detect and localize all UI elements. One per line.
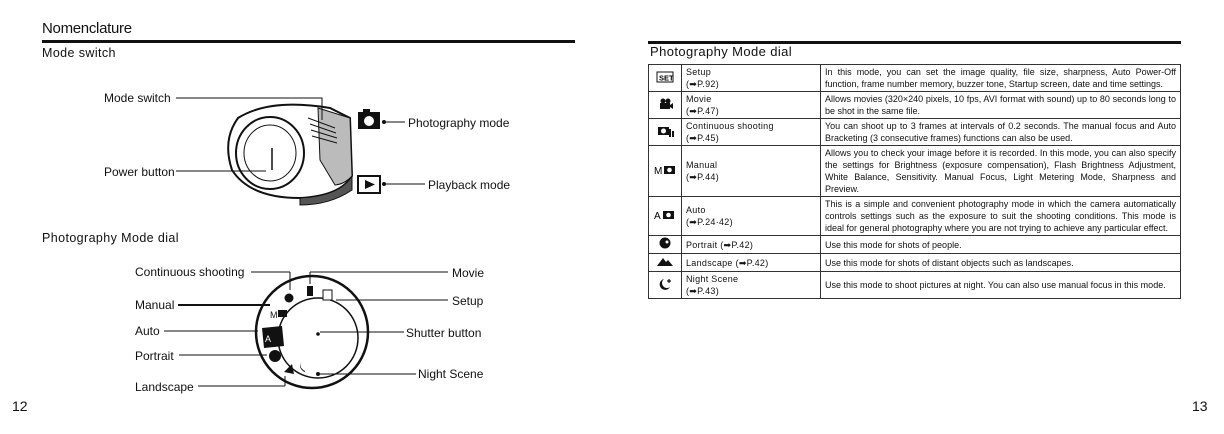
portrait-icon (649, 236, 682, 254)
page-number-left: 12 (12, 398, 28, 414)
label-manual: Manual (135, 298, 175, 312)
label-playback-mode: Playback mode (428, 178, 511, 192)
label-power-button: Power button (104, 165, 175, 179)
label-setup: Setup (452, 294, 484, 308)
mode-page-ref: (➡P.45) (686, 133, 719, 143)
mode-page-ref: (➡P.47) (686, 106, 719, 116)
mode-name: Setup (686, 67, 712, 77)
mode-page-ref: (➡P.92) (686, 79, 719, 89)
label-night-scene: Night Scene (418, 367, 484, 381)
mode-name: Continuous shooting (686, 121, 774, 131)
mode-name: Movie (686, 94, 712, 104)
mode-name-cell (682, 197, 821, 236)
mode-table (648, 64, 1181, 299)
page-title: Nomenclature (42, 20, 132, 37)
mode-name: Night Scene (686, 274, 739, 284)
label-portrait: Portrait (135, 349, 174, 363)
mode-page-ref: (➡P.43) (686, 286, 719, 296)
svg-text:SET: SET (659, 73, 674, 82)
mode-name: Landscape (➡P.42) (686, 257, 769, 268)
label-shutter-button: Shutter button (406, 326, 482, 340)
mode-name: Auto (686, 205, 706, 215)
mode-name-cell (682, 92, 821, 119)
svg-text:M: M (654, 165, 663, 176)
mode-name-cell (682, 272, 821, 299)
mode-name-cell (682, 236, 821, 254)
mode-page-ref: (➡P.24·42) (686, 217, 733, 227)
mode-description: Allows you to check your image before it is recorded. In this mode, you can also specify the settings for Brightness (exposure compensation), Flash Brightness Adjustment, White Balance, Sensitivity. Manual Focus, Light Metering Mode, Sharpness and Preview. (821, 146, 1181, 197)
label-continuous-shooting: Continuous shooting (135, 265, 245, 279)
landscape-icon (649, 254, 682, 272)
mode-description: Use this mode for shots of distant objects such as landscapes. (821, 254, 1181, 272)
mode-page-ref: (➡P.44) (686, 172, 719, 182)
mode-name-cell (682, 146, 821, 197)
mode-name: Manual (686, 160, 718, 170)
mode-description: Allows movies (320×240 pixels, 10 fps, AVI format with sound) up to 80 seconds long to be shot in the same file. (821, 92, 1181, 119)
table-row (649, 119, 1181, 146)
mode-description: In this mode, you can set the image quality, file size, sharpness, Auto Power-Off function, frame number memory, buzzer tone, Startup screen, date and time settings. (821, 65, 1181, 92)
table-row (649, 92, 1181, 119)
label-mode-switch: Mode switch (104, 91, 171, 105)
label-auto: Auto (135, 324, 160, 338)
table-row (649, 197, 1181, 236)
table-row (649, 236, 1181, 254)
mode-description: Use this mode to shoot pictures at night. You can also use manual focus in this mode. (821, 272, 1181, 299)
label-movie: Movie (452, 266, 485, 280)
movie-icon (649, 92, 682, 119)
right-page-title: Photography Mode dial (650, 44, 793, 59)
continuous-icon (649, 119, 682, 146)
svg-text:M: M (270, 310, 278, 320)
manual-icon (649, 146, 682, 197)
section-mode-dial: Photography Mode dial (42, 231, 179, 245)
mode-dial-figure (0, 0, 600, 434)
svg-text:A: A (654, 210, 661, 221)
label-landscape: Landscape (135, 380, 194, 394)
table-row (649, 254, 1181, 272)
auto-icon (649, 197, 682, 236)
table-row (649, 272, 1181, 299)
night-scene-icon (649, 272, 682, 299)
section-mode-switch: Mode switch (42, 46, 116, 60)
mode-name-cell (682, 119, 821, 146)
svg-text:A: A (265, 334, 272, 344)
mode-description: Use this mode for shots of people. (821, 236, 1181, 254)
mode-name-cell (682, 254, 821, 272)
table-row (649, 65, 1181, 92)
mode-name: Portrait (➡P.42) (686, 239, 754, 250)
mode-name-cell (682, 65, 821, 92)
setup-icon (649, 65, 682, 92)
mode-description: This is a simple and convenient photography mode in which the camera automatically controls settings such as the exposure to suit the shooting conditions. This mode is ideal for general photography where you are not trying to achieve any particular effect. (821, 197, 1181, 236)
table-row (649, 146, 1181, 197)
mode-description: You can shoot up to 3 frames at intervals of 0.2 seconds. The manual focus and Auto Bracketing (3 consecutive frames) functions can also be used. (821, 119, 1181, 146)
label-photography-mode: Photography mode (408, 116, 510, 130)
page-number-right: 13 (1192, 398, 1208, 414)
